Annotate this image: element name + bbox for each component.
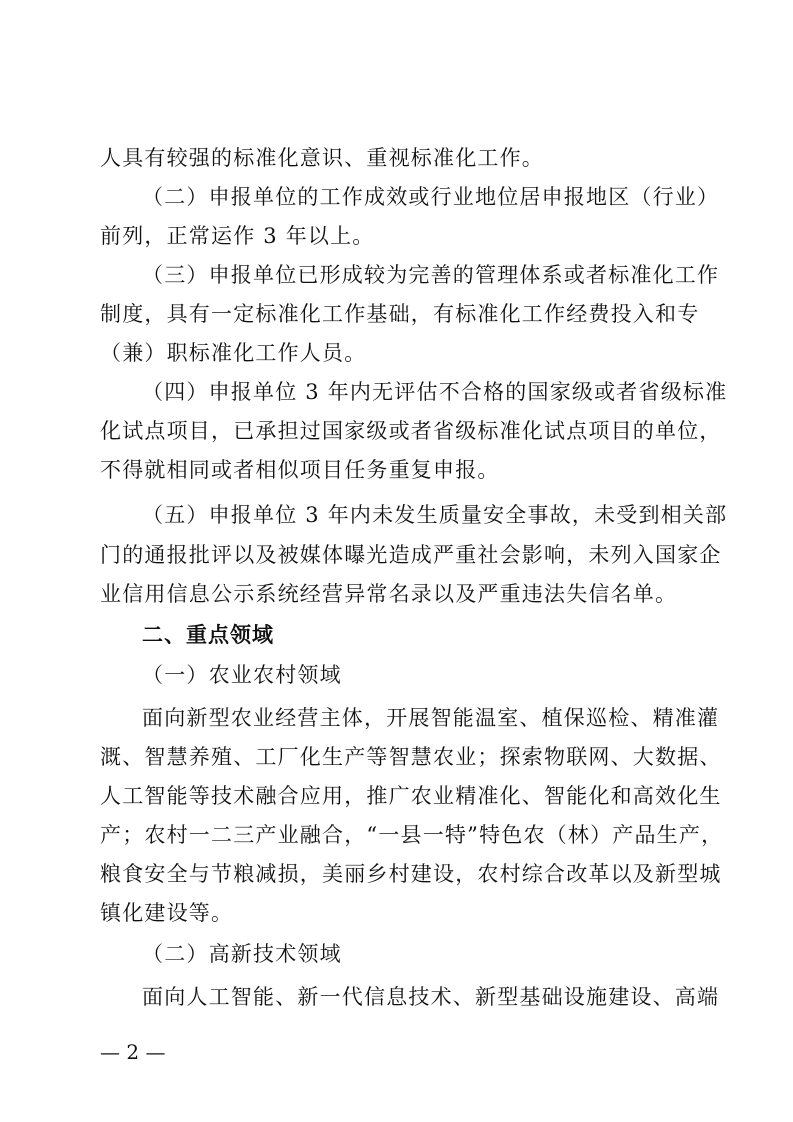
- paragraph-line: 业信用信息公示系统经营异常名录以及严重违法失信名单。: [100, 582, 678, 606]
- paragraph-line: 产；农村一二三产业融合，“一县一特”特色农（林）产品生产，: [100, 823, 724, 847]
- paragraph-line: 人具有较强的标准化意识、重视标准化工作。: [100, 146, 544, 170]
- paragraph-line: （三）申报单位已形成较为完善的管理体系或者标准化工作: [142, 263, 720, 287]
- paragraph-line: （兼）职标准化工作人员。: [100, 341, 367, 365]
- paragraph-line: （四）申报单位 3 年内无评估不合格的国家级或者省级标准: [142, 380, 728, 404]
- paragraph-line: 溉、智慧养殖、工厂化生产等智慧农业；探索物联网、大数据、: [100, 745, 722, 769]
- subsection-heading: （一）农业农村领域: [142, 663, 342, 687]
- paragraph-line: （五）申报单位 3 年内未发生质量安全事故，未受到相关部: [142, 503, 728, 527]
- paragraph-line: 制度，具有一定标准化工作基础，有标准化工作经费投入和专: [100, 302, 700, 326]
- paragraph-line: （二）申报单位的工作成效或行业地位居申报地区（行业）: [142, 185, 720, 209]
- paragraph-line: 前列，正常运作 3 年以上。: [100, 224, 375, 248]
- paragraph-line: 粮食安全与节粮减损，美丽乡村建设，农村综合改革以及新型城: [100, 862, 722, 886]
- paragraph-line: 人工智能等技术融合应用，推广农业精准化、智能化和高效化生: [100, 784, 722, 808]
- paragraph-line: 面向人工智能、新一代信息技术、新型基础设施建设、高端: [142, 985, 720, 1009]
- paragraph-line: 不得就相同或者相似项目任务重复申报。: [100, 458, 500, 482]
- paragraph-line: 门的通报批评以及被媒体曝光造成严重社会影响，未列入国家企: [100, 543, 722, 567]
- section-heading: 二、重点领域: [142, 623, 274, 647]
- paragraph-line: 镇化建设等。: [100, 901, 234, 925]
- paragraph-line: 面向新型农业经营主体，开展智能温室、植保巡检、精准灌: [142, 706, 720, 730]
- paragraph-line: 化试点项目，已承担过国家级或者省级标准化试点项目的单位，: [100, 419, 722, 443]
- subsection-heading: （二）高新技术领域: [142, 942, 342, 966]
- page-number: — 2 —: [100, 1040, 166, 1064]
